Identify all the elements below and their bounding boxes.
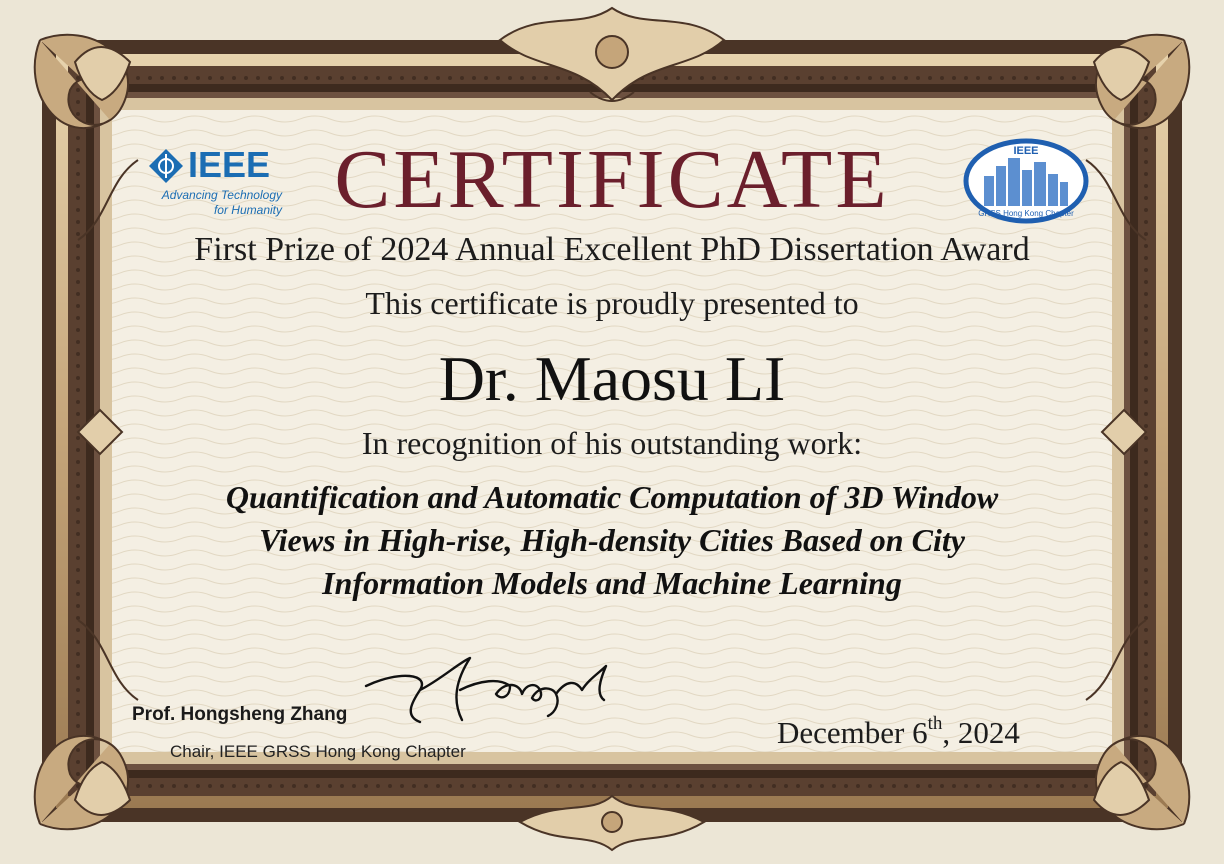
presented-line: This certificate is proudly presented to: [365, 285, 859, 321]
signer-title: Chair, IEEE GRSS Hong Kong Chapter: [170, 742, 466, 761]
award-date: December 6th, 2024: [777, 713, 1020, 750]
recipient-name: Dr. Maosu LI: [438, 343, 786, 414]
grss-bottom-text: GRSS Hong Kong Chapter: [978, 209, 1074, 218]
signature-icon: [360, 650, 630, 730]
work-title-line: Information Models and Machine Learning: [322, 565, 902, 601]
ieee-wordmark: IEEE: [188, 144, 271, 185]
award-name: First Prize of 2024 Annual Excellent PhD Dissertation Award: [194, 231, 1030, 268]
work-title-line: Views in High-rise, High-density Cities Based on City: [259, 522, 965, 558]
signer-name: Prof. Hongsheng Zhang: [132, 704, 348, 725]
certificate-title: CERTIFICATE: [334, 133, 890, 226]
recognition-line: In recognition of his outstanding work:: [361, 425, 863, 461]
ieee-tagline: Advancing Technology for Humanity: [161, 188, 282, 217]
grss-top-text: IEEE: [1013, 145, 1039, 157]
work-title-line: Quantification and Automatic Computation of 3D Window: [225, 479, 999, 515]
work-title: [160, 476, 1064, 605]
